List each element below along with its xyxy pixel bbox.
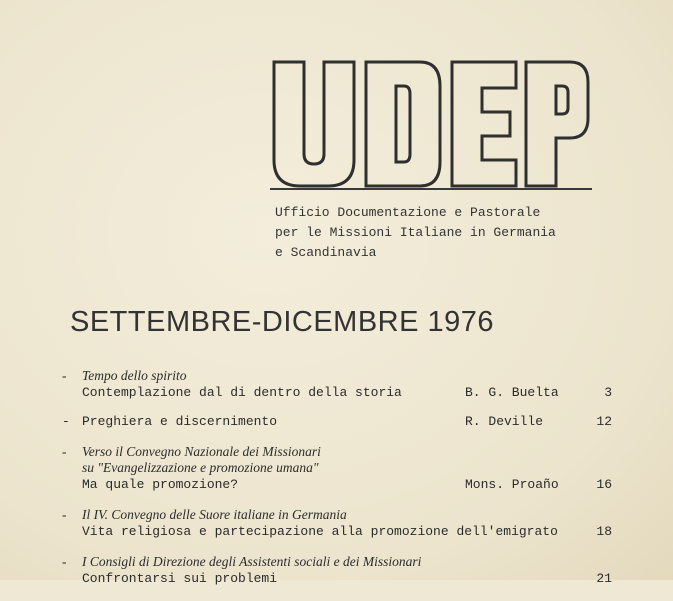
toc-entry bbox=[62, 554, 612, 587]
office-description bbox=[275, 203, 556, 263]
entry-dash: - bbox=[62, 368, 67, 383]
article-title: Contemplazione dal di dentro della storia bbox=[82, 385, 402, 400]
page-number: 21 bbox=[596, 571, 612, 586]
article-title: Preghiera e discernimento bbox=[82, 414, 278, 429]
udep-logo bbox=[270, 56, 592, 198]
toc-entry bbox=[62, 444, 612, 493]
toc-entry bbox=[62, 507, 612, 540]
section-heading: I Consigli di Direzione degli Assistenti sociali e dei Missionari bbox=[82, 554, 422, 569]
page-number: 16 bbox=[596, 477, 612, 492]
article-title: Ma quale promozione? bbox=[82, 477, 239, 492]
section-heading: Verso il Convegno Nazionale dei Missionari bbox=[82, 444, 321, 459]
article-author: B. G. Buelta bbox=[465, 385, 559, 400]
toc-entry bbox=[62, 413, 612, 430]
entry-dash: - bbox=[62, 507, 67, 522]
issue-title: SETTEMBRE-DICEMBRE 1976 bbox=[70, 306, 495, 338]
article-title: Confrontarsi sui problemi bbox=[82, 571, 278, 586]
section-heading-continued: su "Evangelizzazione e promozione umana" bbox=[82, 460, 319, 475]
toc-entry bbox=[62, 368, 612, 401]
page-number: 3 bbox=[604, 385, 612, 400]
table-of-contents bbox=[62, 368, 612, 601]
article-author: Mons. Proaño bbox=[465, 477, 559, 492]
logo-underline bbox=[270, 188, 592, 190]
article-title: Vita religiosa e partecipazione alla promozione dell'emigrato bbox=[82, 524, 558, 539]
section-heading: Tempo dello spirito bbox=[82, 368, 187, 383]
article-author: R. Deville bbox=[465, 414, 544, 429]
section-heading: Il IV. Convegno delle Suore italiane in Germania bbox=[82, 507, 347, 522]
page-number: 18 bbox=[596, 524, 612, 539]
entry-dash: - bbox=[62, 444, 67, 459]
office-line-2: per le Missioni Italiane in Germania bbox=[275, 225, 556, 240]
entry-dash: - bbox=[62, 554, 67, 569]
entry-dash: - bbox=[62, 414, 70, 429]
office-line-1: Ufficio Documentazione e Pastorale bbox=[275, 205, 541, 220]
page-number: 12 bbox=[596, 414, 612, 429]
office-line-3: e Scandinavia bbox=[275, 245, 377, 260]
udep-logo-graphic bbox=[270, 56, 592, 198]
